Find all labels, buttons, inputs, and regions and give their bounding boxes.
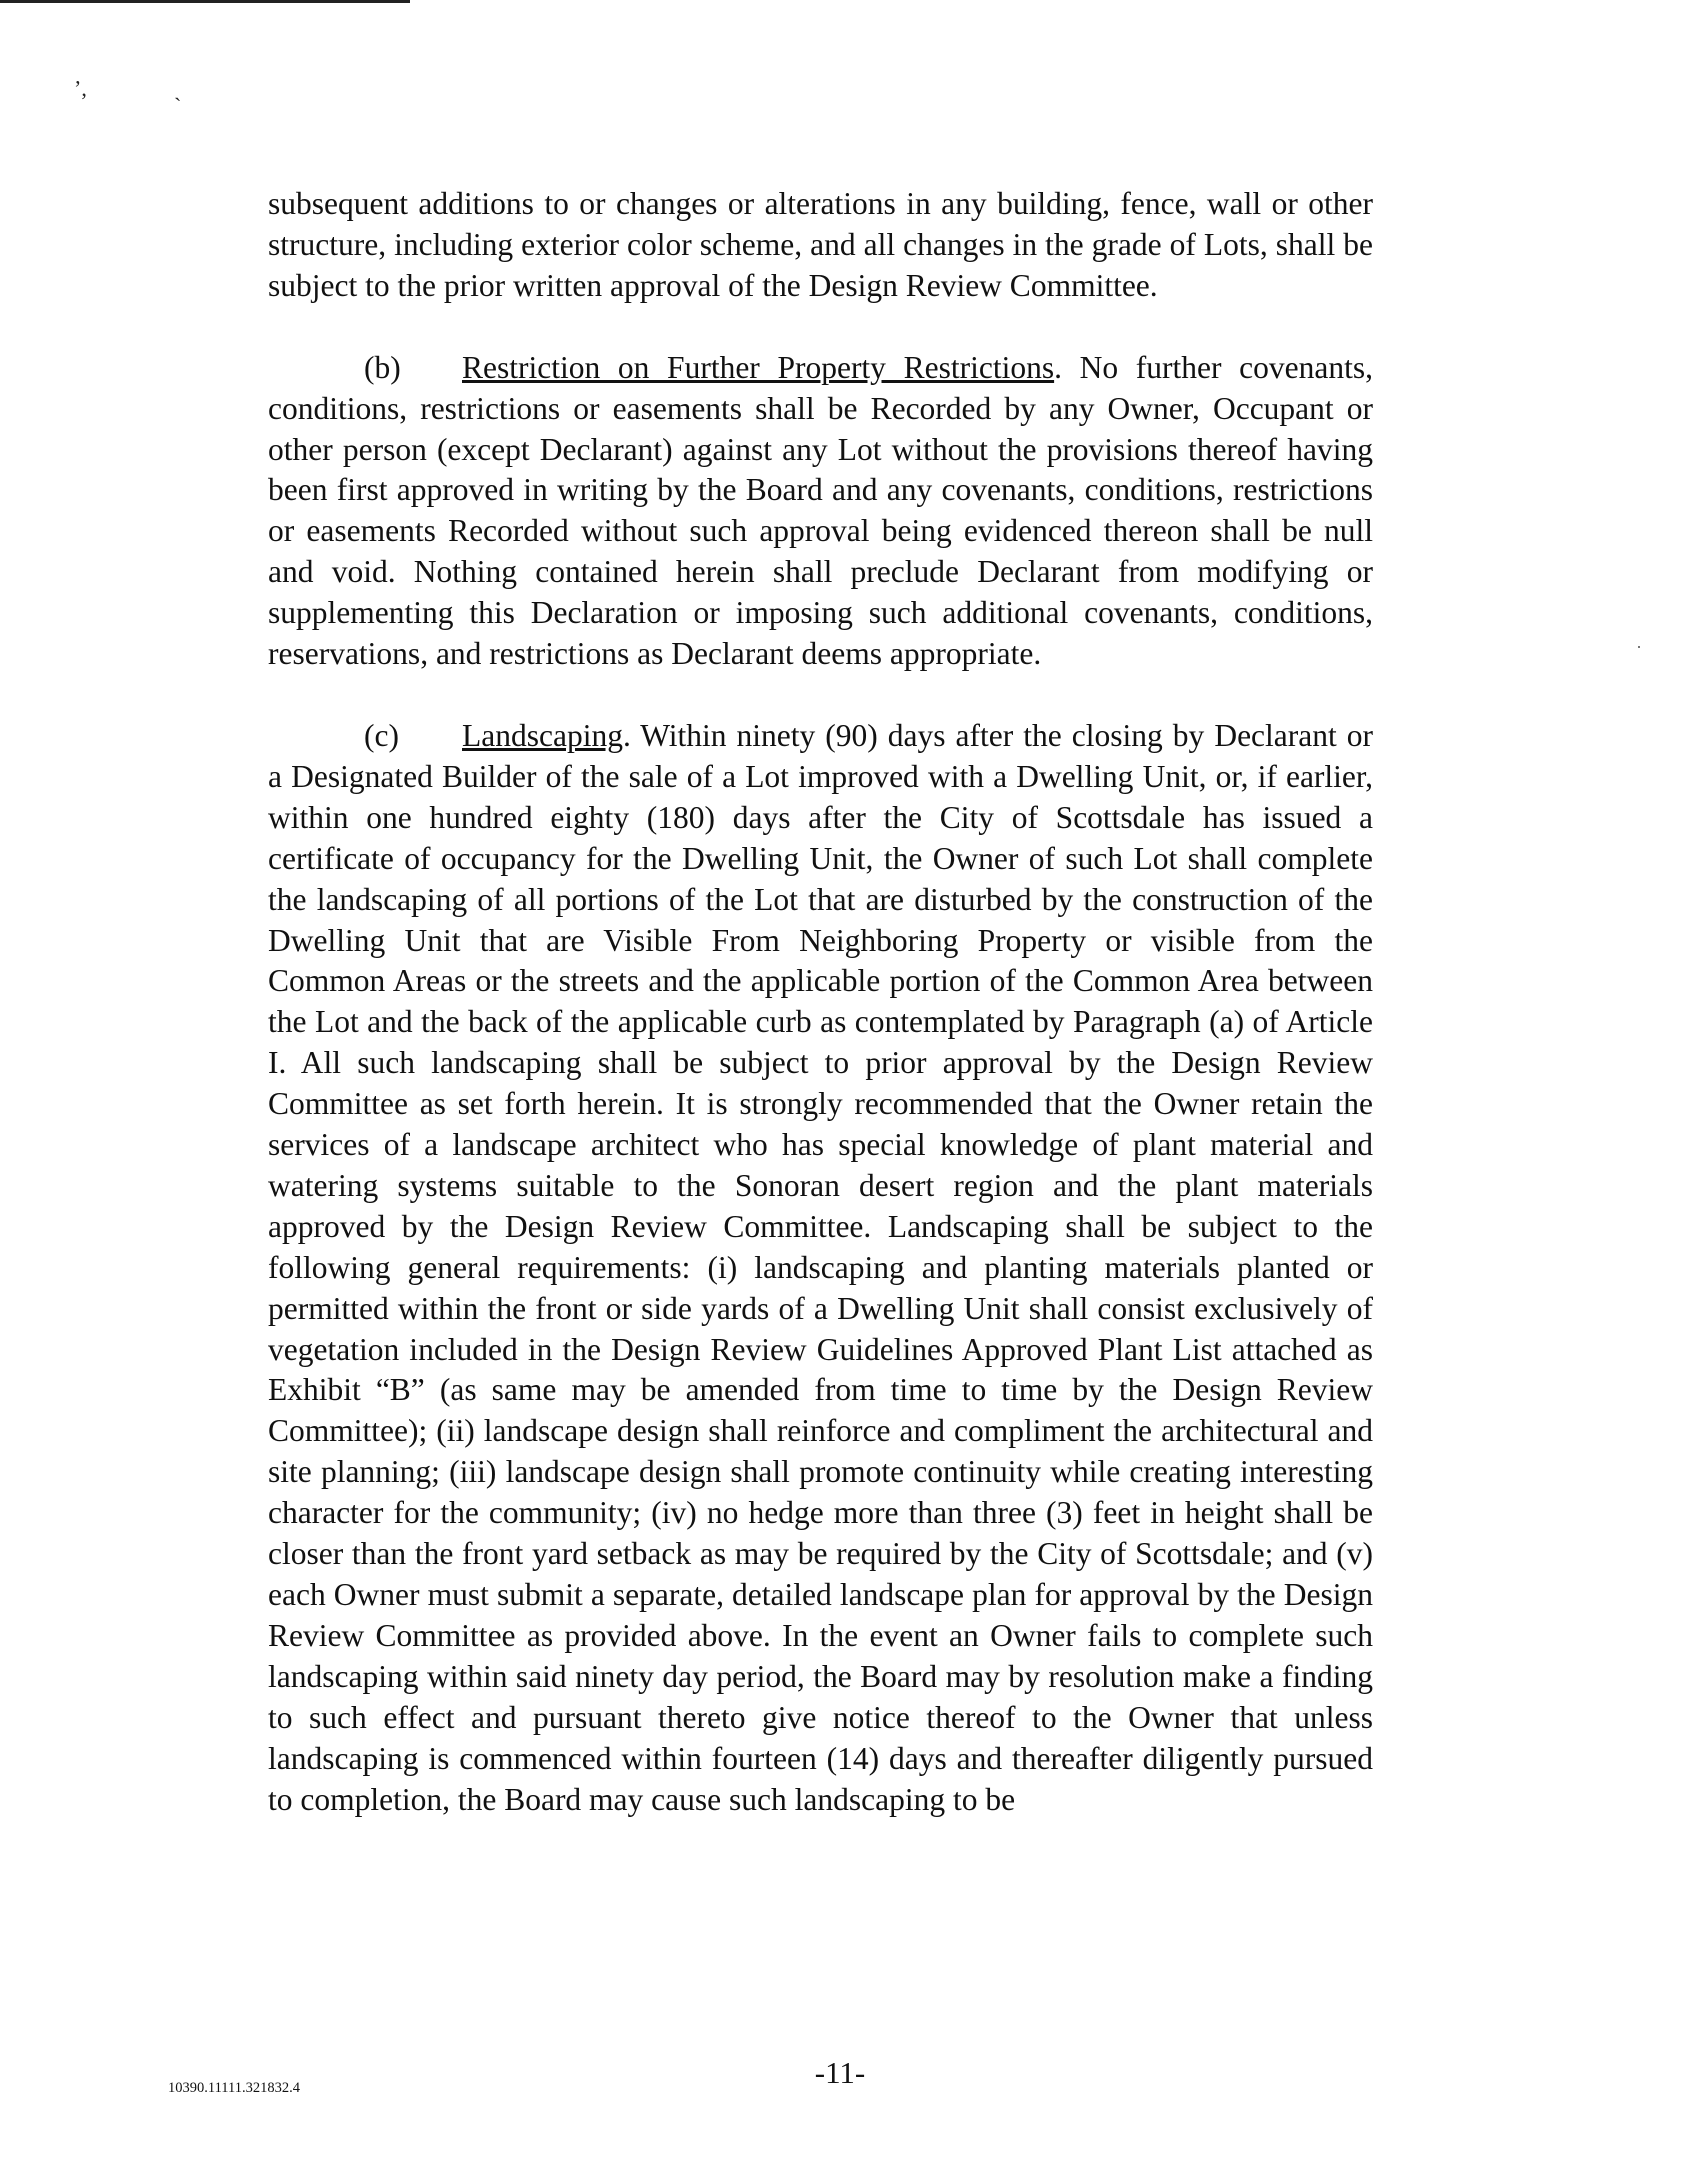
scan-top-rule [0, 0, 410, 3]
section-c-paragraph [268, 716, 1373, 1820]
section-b-marker: (b) [364, 349, 401, 385]
section-b-heading: Restriction on Further Property Restrictions [462, 349, 1055, 385]
section-c-heading: Landscaping [462, 717, 623, 753]
section-b-heading-period: . [1054, 349, 1062, 385]
paragraph-continuation: subsequent additions to or changes or alterations in any building, fence, wall or other structure, including exterior color scheme, and all changes in the grade of Lots, shall be subject to the prior written approval of the Design Review Committee. [268, 186, 1373, 303]
section-c-body: Within ninety (90) days after the closing by Declarant or a Designated Builder of the sale of a Lot improved with a Dwelling Unit, or, if earlier, within one hundred eighty (180) days after the City of Scottsdale has issued a certificate of occupancy for the Dwelling Unit, the Owner of such Lot shall complete the landscaping of all portions of the Lot that are disturbed by the construction of the Dwelling Unit that are Visible From Neighboring Property or visible from the Common Areas or the streets and the applicable portion of the Common Area between the Lot and the back of the applicable curb as contemplated by Paragraph (a) of Article I. All such landscaping shall be subject to prior approval by the Design Review Committee as set forth herein. It is strongly recommended that the Owner retain the services of a landscape architect who has special knowledge of plant material and watering systems suitable to the Sonoran desert region and the plant materials approved by the Design Review Committee. Landscaping shall be subject to the following general requirements: (i) landscaping and planting materials planted or permitted within the front or side yards of a Dwelling Unit shall consist exclusively of vegetation included in the Design Review Guidelines Approved Plant List attached as Exhibit “B” (as same may be amended from time to time by the Design Review Committee); (ii) landscape design shall reinforce and compliment the architectural and site planning; (iii) landscape design shall promote continuity while creating interesting character for the community; (iv) no hedge more than three (3) feet in height shall be closer than the front yard setback as may be required by the City of Scottsdale; and (v) each Owner must submit a separate, detailed landscape plan for approval by the Design Review Committee as provided above. In the event an Owner fails to complete such landscaping within said ninety day period, the Board may by resolution make a finding to such effect and pursuant thereto give notice thereof to the Owner that unless landscaping is commenced within fourteen (14) days and thereafter diligently pursued to completion, the Board may cause such landscaping to be [268, 717, 1373, 1817]
document-id: 10390.11111.321832.4 [168, 2080, 300, 2096]
scan-mark-right: ˎ [174, 76, 182, 101]
scan-mark-left: ʼ, [74, 76, 87, 101]
section-b-paragraph [268, 348, 1373, 675]
document-page-content [268, 184, 1373, 1820]
page-number: -11- [814, 2055, 866, 2090]
section-c-heading-period: . [622, 717, 631, 753]
scan-speck [1638, 646, 1640, 648]
section-b-body: No further covenants, conditions, restrictions or easements shall be Recorded by any Owner, Occupant or other person (except Declarant) against any Lot without the provisions thereof having been first approved in writing by the Board and any covenants, conditions, restrictions or easements Recorded without such approval being evidenced thereon shall be null and void. Nothing contained herein shall preclude Declarant from modifying or supplementing this Declaration or imposing such additional covenants, conditions, reservations, and restrictions as Declarant deems appropriate. [268, 349, 1373, 672]
section-c-marker: (c) [364, 717, 399, 753]
